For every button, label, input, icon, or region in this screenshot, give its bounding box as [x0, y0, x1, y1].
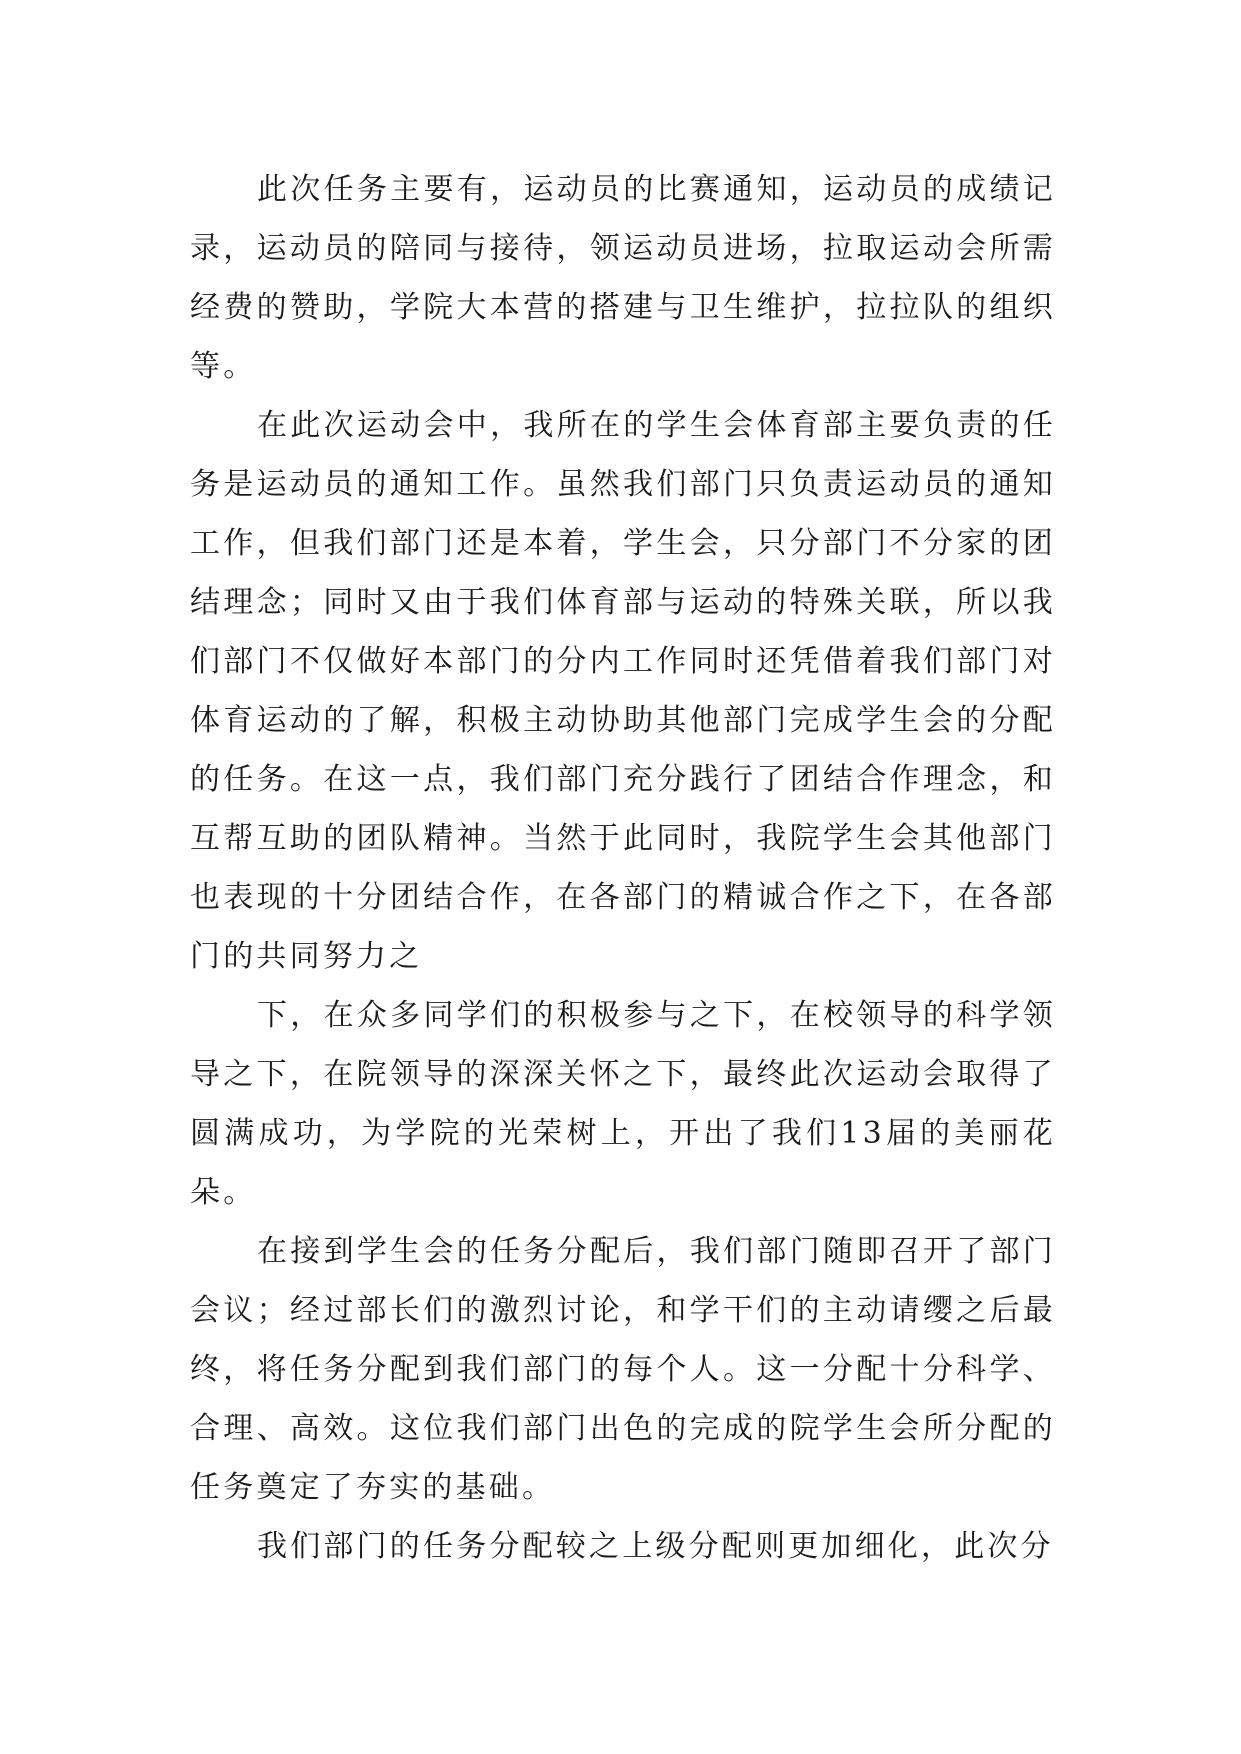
body-text — [190, 160, 1056, 1576]
paragraph-sports-department: 在此次运动会中，我所在的学生会体育部主要负责的任务是运动员的通知工作。虽然我们部门只负责运动员的通知工作，但我们部门还是本着，学生会，只分部门不分家的团结理念；同时又由于我们体育部与运动的特殊关联，所以我们部门不仅做好本部门的分内工作同时还凭借着我们部门对体育运动的了解，积极主动协助其他部门完成学生会的分配的任务。在这一点，我们部门充分践行了团结合作理念，和互帮互助的团队精神。当然于此同时，我院学生会其他部门也表现的十分团结合作，在各部门的精诚合作之下，在各部门的共同努力之 — [190, 408, 1056, 974]
paragraph-tasks: 此次任务主要有，运动员的比赛通知，运动员的成绩记录，运动员的陪同与接待，领运动员进场，拉取运动会所需经费的赞助，学院大本营的搭建与卫生维护，拉拉队的组织等。 — [190, 172, 1056, 384]
paragraph-detailed-assignment: 我们部门的任务分配较之上级分配则更加细化，此次分 — [257, 1529, 1054, 1564]
paragraph-success: 下，在众多同学们的积极参与之下，在校领导的科学领导之下，在院领导的深深关怀之下，最终此次运动会取得了圆满成功，为学院的光荣树上，开出了我们13届的美丽花朵。 — [190, 998, 1056, 1210]
paragraph-task-assignment: 在接到学生会的任务分配后，我们部门随即召开了部门会议；经过部长们的激烈讨论，和学干们的主动请缨之后最终，将任务分配到我们部门的每个人。这一分配十分科学、合理、高效。这位我们部门出色的完成的院学生会所分配的任务奠定了夯实的基础。 — [190, 1234, 1056, 1505]
